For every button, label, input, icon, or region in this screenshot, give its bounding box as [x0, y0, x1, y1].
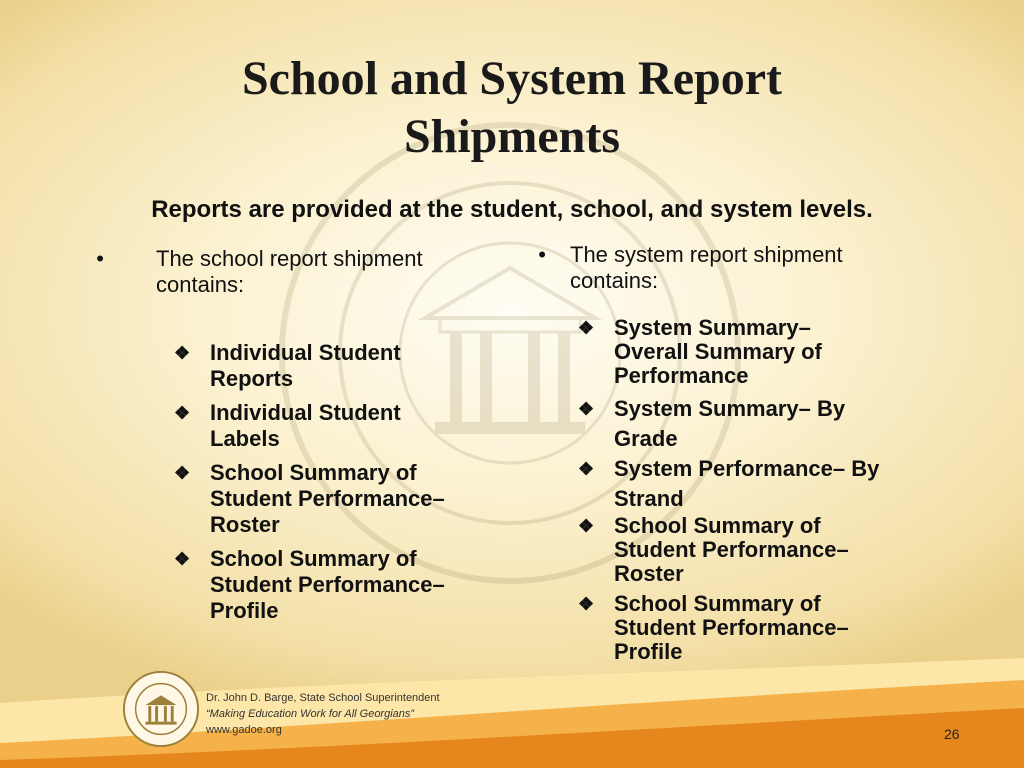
list-item [170, 460, 470, 538]
school-shipment-column [96, 246, 494, 624]
list-item [170, 546, 470, 624]
list-item-text: School Summary of Student Performance– Profile [210, 546, 445, 623]
diamond-bullet-icon: ❖ [174, 463, 191, 483]
list-item-text: School Summary of Student Performance–Roster [210, 460, 445, 537]
motto-line: “Making Education Work for All Georgians” [206, 708, 415, 720]
list-item-text: Individual Student Reports [210, 340, 401, 391]
diamond-bullet-icon: ❖ [578, 516, 595, 536]
diamond-bullet-icon: ❖ [174, 403, 191, 423]
slide-subtitle: Reports are provided at the student, school, and system levels. [151, 196, 873, 223]
system-shipment-column [540, 242, 920, 664]
title-line-2: Shipments [403, 110, 621, 163]
list-item-text: System Performance– By Strand [614, 456, 880, 511]
page-number: 26 [944, 726, 960, 742]
list-item [574, 394, 884, 454]
system-shipment-heading-text: The system report shipment contains: [570, 242, 843, 293]
school-shipment-heading [96, 246, 494, 298]
slide-title [0, 50, 1024, 166]
system-shipment-heading [540, 242, 920, 294]
diamond-bullet-icon: ❖ [578, 399, 595, 419]
list-item [574, 454, 884, 514]
system-shipment-list [574, 316, 884, 664]
list-item-text: System Summary–Overall Summary of Performance [614, 315, 822, 388]
school-shipment-heading-text: The school report shipment contains: [156, 246, 423, 297]
diamond-bullet-icon: ❖ [174, 549, 191, 569]
diamond-bullet-icon: ❖ [578, 318, 595, 338]
bullet-icon: • [538, 242, 546, 267]
diamond-bullet-icon: ❖ [578, 459, 595, 479]
school-shipment-list [170, 340, 470, 624]
list-item-text: School Summary of Student Performance–Profile [614, 591, 849, 664]
superintendent-line: Dr. John D. Barge, State School Superintendent [206, 692, 440, 704]
list-item-text: School Summary of Student Performance–Roster [614, 513, 849, 586]
list-item [574, 514, 884, 586]
list-item [170, 340, 470, 392]
title-line-1: School and System Report [241, 52, 783, 105]
footer-text [206, 690, 440, 738]
list-item-text: Individual Student Labels [210, 400, 401, 451]
list-item [170, 400, 470, 452]
diamond-bullet-icon: ❖ [174, 343, 191, 363]
diamond-bullet-icon: ❖ [578, 594, 595, 614]
list-item-text: System Summary– By Grade [614, 396, 846, 451]
bullet-icon: • [96, 246, 104, 271]
list-item [574, 316, 884, 388]
website-line: www.gadoe.org [206, 724, 282, 736]
department-of-education-logo [122, 670, 200, 748]
